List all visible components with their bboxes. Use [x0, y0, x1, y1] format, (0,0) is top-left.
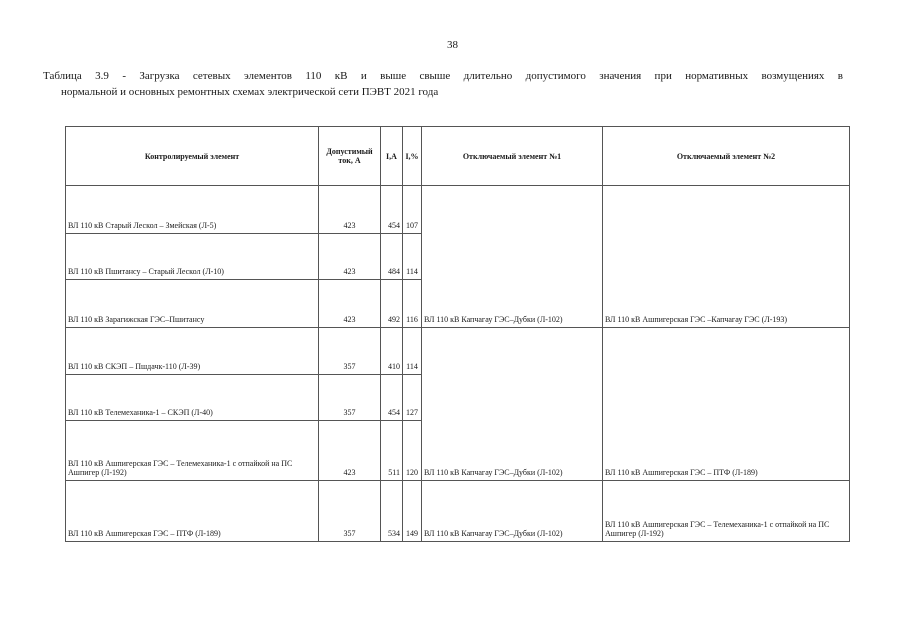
page-number: 38: [447, 39, 458, 51]
cell-off2: ВЛ 110 кВ Ашпигерская ГЭС –Капчагау ГЭС (Л-193): [603, 186, 850, 328]
cell-allowed: 423: [319, 280, 381, 328]
table-row: [66, 481, 850, 542]
cell-element: ВЛ 110 кВ Зарагижская ГЭС–Пшитансу: [66, 280, 319, 328]
header-current: I,А: [381, 127, 403, 186]
cell-percent: 114: [403, 234, 422, 280]
cell-off1: ВЛ 110 кВ Капчагау ГЭС–Дубки (Л-102): [422, 328, 603, 481]
cell-allowed: 357: [319, 328, 381, 375]
cell-allowed: 357: [319, 481, 381, 542]
table-header-row: [66, 127, 850, 186]
cell-element: ВЛ 110 кВ Пшитансу – Старый Лескол (Л-10): [66, 234, 319, 280]
header-off2: Отключаемый элемент №2: [603, 127, 850, 186]
header-off1: Отключаемый элемент №1: [422, 127, 603, 186]
caption-line-2: нормальной и основных ремонтных схемах электрической сети ПЭВТ 2021 года: [61, 86, 439, 98]
table-row: [66, 186, 850, 234]
cell-percent: 127: [403, 375, 422, 421]
cell-current: 484: [381, 234, 403, 280]
cell-allowed: 423: [319, 186, 381, 234]
cell-allowed: 423: [319, 234, 381, 280]
header-percent: I,%: [403, 127, 422, 186]
cell-element: ВЛ 110 кВ СКЭП – Пшдачк-110 (Л-39): [66, 328, 319, 375]
cell-percent: 116: [403, 280, 422, 328]
cell-element: ВЛ 110 кВ Старый Лескол – Змейская (Л-5): [66, 186, 319, 234]
header-element: Контролируемый элемент: [66, 127, 319, 186]
cell-off1: ВЛ 110 кВ Капчагау ГЭС–Дубки (Л-102): [422, 186, 603, 328]
header-allowed-current: Допустимый ток, А: [319, 127, 381, 186]
cell-percent: 149: [403, 481, 422, 542]
cell-current: 534: [381, 481, 403, 542]
cell-current: 492: [381, 280, 403, 328]
cell-current: 454: [381, 375, 403, 421]
caption-line-1: Таблица 3.9 - Загрузка сетевых элементов 110 кВ и выше свыше длительно допустимого значения при нормативных возмущениях в: [43, 70, 843, 82]
cell-percent: 107: [403, 186, 422, 234]
cell-element: ВЛ 110 кВ Телемеханика-1 – СКЭП (Л-40): [66, 375, 319, 421]
cell-current: 454: [381, 186, 403, 234]
cell-off1: ВЛ 110 кВ Капчагау ГЭС–Дубки (Л-102): [422, 481, 603, 542]
cell-off2: ВЛ 110 кВ Ашпигерская ГЭС – Телемеханика-1 с отпайкой на ПС Ашпигер (Л-192): [603, 481, 850, 542]
cell-percent: 114: [403, 328, 422, 375]
cell-percent: 120: [403, 421, 422, 481]
cell-off2: ВЛ 110 кВ Ашпигерская ГЭС – ПТФ (Л-189): [603, 328, 850, 481]
table-row: [66, 328, 850, 375]
cell-element: ВЛ 110 кВ Ашпигерская ГЭС – ПТФ (Л-189): [66, 481, 319, 542]
overload-table: [65, 126, 850, 542]
cell-allowed: 423: [319, 421, 381, 481]
cell-allowed: 357: [319, 375, 381, 421]
cell-element: ВЛ 110 кВ Ашпигерская ГЭС – Телемеханика-1 с отпайкой на ПС Ашпигер (Л-192): [66, 421, 319, 481]
cell-current: 410: [381, 328, 403, 375]
table-caption: [43, 68, 843, 100]
cell-current: 511: [381, 421, 403, 481]
